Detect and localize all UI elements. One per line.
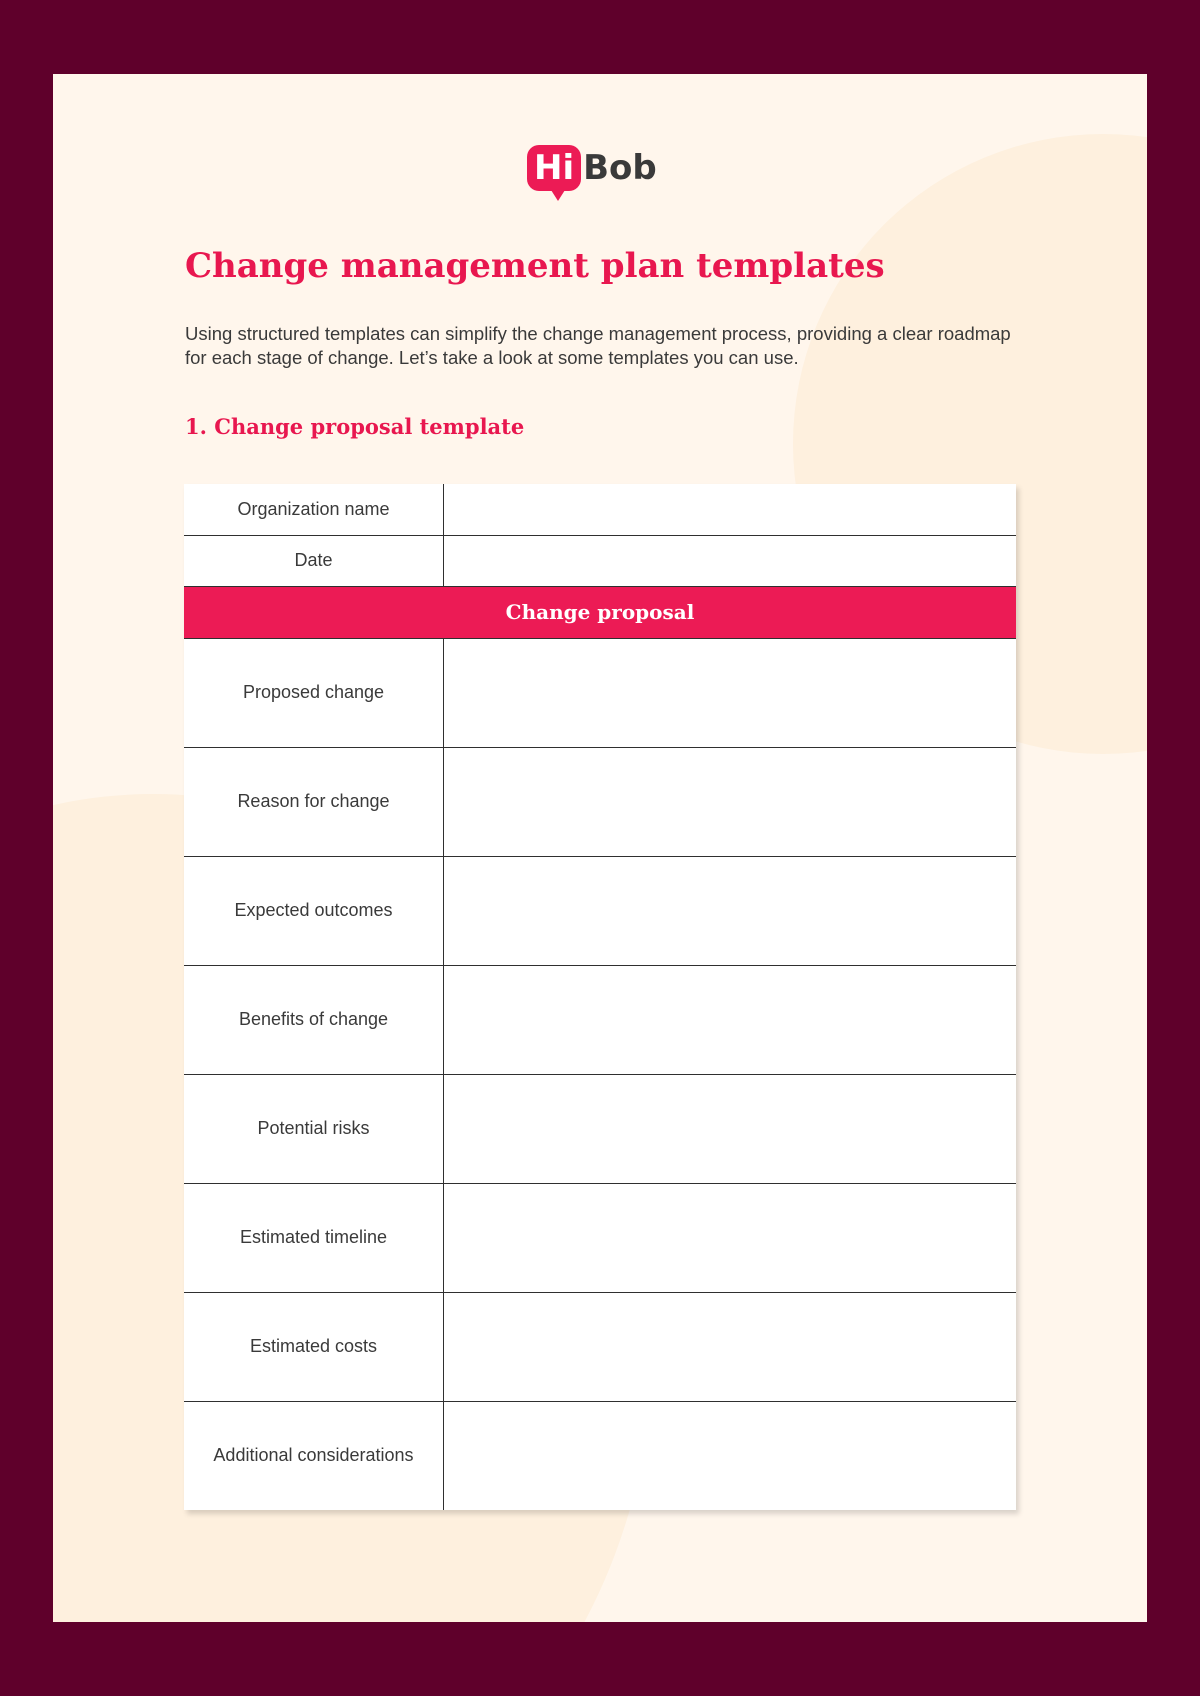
table-row	[184, 965, 1016, 1074]
table-row	[184, 856, 1016, 965]
row-label: Proposed change	[184, 638, 444, 747]
page-title: Change management plan templates	[185, 246, 885, 286]
reason-for-change-field[interactable]	[444, 747, 1017, 856]
estimated-timeline-field[interactable]	[444, 1183, 1017, 1292]
row-label: Estimated timeline	[184, 1183, 444, 1292]
estimated-costs-field[interactable]	[444, 1292, 1017, 1401]
row-label: Date	[184, 535, 444, 587]
table-row	[184, 535, 1016, 587]
expected-outcomes-field[interactable]	[444, 856, 1017, 965]
table-row	[184, 1074, 1016, 1183]
table-row	[184, 1183, 1016, 1292]
organization-name-field[interactable]	[444, 484, 1017, 535]
potential-risks-field[interactable]	[444, 1074, 1017, 1183]
logo-hi: Hi	[527, 145, 581, 191]
row-label: Estimated costs	[184, 1292, 444, 1401]
change-proposal-table	[184, 484, 1016, 1510]
table-band-title: Change proposal	[184, 587, 1016, 639]
table-row	[184, 484, 1016, 535]
row-label: Organization name	[184, 484, 444, 535]
table-row	[184, 747, 1016, 856]
row-label: Additional considerations	[184, 1401, 444, 1510]
table-row	[184, 1401, 1016, 1510]
additional-considerations-field[interactable]	[444, 1401, 1017, 1510]
document-page	[53, 74, 1147, 1622]
date-field[interactable]	[444, 535, 1017, 587]
row-label: Benefits of change	[184, 965, 444, 1074]
section-heading: 1. Change proposal template	[185, 414, 525, 439]
table-row	[184, 638, 1016, 747]
benefits-of-change-field[interactable]	[444, 965, 1017, 1074]
proposed-change-field[interactable]	[444, 638, 1017, 747]
intro-paragraph: Using structured templates can simplify the change management process, providing a clear roadmap for each stage of change. Let’s take a look at some templates you can use.	[185, 323, 1011, 368]
table-band-row	[184, 587, 1016, 639]
table-row	[184, 1292, 1016, 1401]
hibob-logo	[527, 140, 657, 196]
row-label: Potential risks	[184, 1074, 444, 1183]
logo-bob: Bob	[583, 148, 657, 188]
row-label: Reason for change	[184, 747, 444, 856]
row-label: Expected outcomes	[184, 856, 444, 965]
